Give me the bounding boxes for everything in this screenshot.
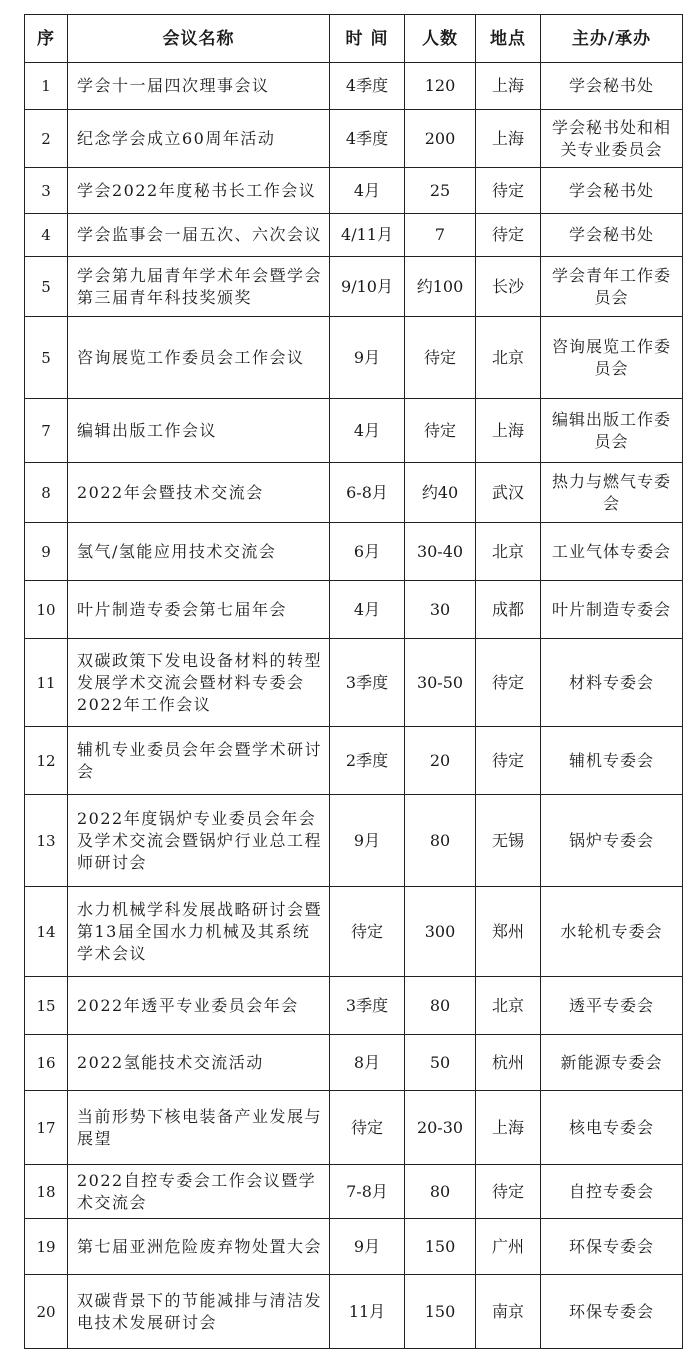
cell-attendees: 30-50 <box>405 639 476 727</box>
cell-place: 成都 <box>476 581 541 639</box>
cell-time: 4月 <box>330 581 405 639</box>
table-row <box>25 639 683 727</box>
table-row <box>25 399 683 463</box>
cell-organizer: 辅机专委会 <box>541 727 683 795</box>
cell-place: 广州 <box>476 1219 541 1275</box>
cell-attendees: 50 <box>405 1035 476 1091</box>
cell-seq: 15 <box>25 977 68 1035</box>
cell-place: 上海 <box>476 63 541 110</box>
cell-meeting-name: 2022年度锅炉专业委员会年会及学术交流会暨锅炉行业总工程师研讨会 <box>68 795 330 887</box>
cell-organizer: 咨询展览工作委员会 <box>541 317 683 399</box>
cell-time: 3季度 <box>330 977 405 1035</box>
cell-time: 7-8月 <box>330 1165 405 1219</box>
cell-attendees: 80 <box>405 1165 476 1219</box>
cell-time: 待定 <box>330 887 405 977</box>
cell-time: 4/11月 <box>330 214 405 257</box>
cell-attendees: 200 <box>405 110 476 168</box>
table-row <box>25 727 683 795</box>
cell-time: 9月 <box>330 795 405 887</box>
cell-time: 6月 <box>330 523 405 581</box>
cell-organizer: 学会秘书处 <box>541 214 683 257</box>
cell-meeting-name: 学会2022年度秘书长工作会议 <box>68 168 330 214</box>
cell-place: 待定 <box>476 1165 541 1219</box>
cell-place: 杭州 <box>476 1035 541 1091</box>
cell-organizer: 学会青年工作委员会 <box>541 257 683 317</box>
cell-attendees: 150 <box>405 1219 476 1275</box>
cell-time: 4季度 <box>330 110 405 168</box>
cell-seq: 5 <box>25 317 68 399</box>
table-row <box>25 1275 683 1349</box>
meeting-plan-table <box>24 14 683 1349</box>
cell-attendees: 待定 <box>405 399 476 463</box>
table-row <box>25 317 683 399</box>
header-organizer: 主办/承办 <box>541 15 683 63</box>
cell-attendees: 30 <box>405 581 476 639</box>
cell-seq: 10 <box>25 581 68 639</box>
cell-meeting-name: 叶片制造专委会第七届年会 <box>68 581 330 639</box>
cell-attendees: 7 <box>405 214 476 257</box>
cell-seq: 11 <box>25 639 68 727</box>
cell-seq: 9 <box>25 523 68 581</box>
table-row <box>25 887 683 977</box>
cell-seq: 20 <box>25 1275 68 1349</box>
cell-place: 上海 <box>476 1091 541 1165</box>
table-row <box>25 214 683 257</box>
table-row <box>25 1091 683 1165</box>
cell-seq: 1 <box>25 63 68 110</box>
cell-place: 无锡 <box>476 795 541 887</box>
header-seq: 序 <box>25 15 68 63</box>
cell-seq: 4 <box>25 214 68 257</box>
cell-time: 4月 <box>330 399 405 463</box>
cell-attendees: 80 <box>405 977 476 1035</box>
cell-attendees: 约40 <box>405 463 476 523</box>
cell-meeting-name: 2022自控专委会工作会议暨学术交流会 <box>68 1165 330 1219</box>
cell-organizer: 环保专委会 <box>541 1275 683 1349</box>
table-row <box>25 168 683 214</box>
cell-meeting-name: 第七届亚洲危险废弃物处置大会 <box>68 1219 330 1275</box>
cell-seq: 3 <box>25 168 68 214</box>
header-time: 时 间 <box>330 15 405 63</box>
cell-seq: 14 <box>25 887 68 977</box>
cell-time: 9月 <box>330 1219 405 1275</box>
cell-seq: 5 <box>25 257 68 317</box>
cell-organizer: 新能源专委会 <box>541 1035 683 1091</box>
cell-place: 上海 <box>476 399 541 463</box>
cell-place: 待定 <box>476 639 541 727</box>
cell-place: 北京 <box>476 523 541 581</box>
cell-attendees: 20-30 <box>405 1091 476 1165</box>
cell-time: 9/10月 <box>330 257 405 317</box>
cell-place: 待定 <box>476 168 541 214</box>
cell-organizer: 编辑出版工作委员会 <box>541 399 683 463</box>
cell-meeting-name: 水力机械学科发展战略研讨会暨第13届全国水力机械及其系统学术会议 <box>68 887 330 977</box>
cell-meeting-name: 2022氢能技术交流活动 <box>68 1035 330 1091</box>
cell-organizer: 核电专委会 <box>541 1091 683 1165</box>
cell-meeting-name: 双碳背景下的节能减排与清洁发电技术发展研讨会 <box>68 1275 330 1349</box>
table-body <box>25 63 683 1349</box>
cell-meeting-name: 咨询展览工作委员会工作会议 <box>68 317 330 399</box>
cell-seq: 7 <box>25 399 68 463</box>
cell-attendees: 120 <box>405 63 476 110</box>
cell-attendees: 80 <box>405 795 476 887</box>
cell-time: 11月 <box>330 1275 405 1349</box>
table-row <box>25 523 683 581</box>
cell-place: 南京 <box>476 1275 541 1349</box>
meeting-plan-table-container <box>24 14 682 1349</box>
cell-meeting-name: 当前形势下核电装备产业发展与展望 <box>68 1091 330 1165</box>
cell-attendees: 约100 <box>405 257 476 317</box>
cell-place: 待定 <box>476 214 541 257</box>
table-row <box>25 1219 683 1275</box>
cell-place: 待定 <box>476 727 541 795</box>
table-row <box>25 1165 683 1219</box>
table-row <box>25 977 683 1035</box>
cell-organizer: 学会秘书处和相关专业委员会 <box>541 110 683 168</box>
cell-organizer: 水轮机专委会 <box>541 887 683 977</box>
cell-place: 武汉 <box>476 463 541 523</box>
cell-meeting-name: 辅机专业委员会年会暨学术研讨会 <box>68 727 330 795</box>
cell-meeting-name: 氢气/氢能应用技术交流会 <box>68 523 330 581</box>
table-row <box>25 63 683 110</box>
cell-organizer: 热力与燃气专委会 <box>541 463 683 523</box>
cell-organizer: 透平专委会 <box>541 977 683 1035</box>
cell-attendees: 待定 <box>405 317 476 399</box>
cell-place: 北京 <box>476 977 541 1035</box>
cell-meeting-name: 2022年透平专业委员会年会 <box>68 977 330 1035</box>
cell-organizer: 材料专委会 <box>541 639 683 727</box>
cell-meeting-name: 学会第九届青年学术年会暨学会第三届青年科技奖颁奖 <box>68 257 330 317</box>
cell-meeting-name: 2022年会暨技术交流会 <box>68 463 330 523</box>
cell-meeting-name: 学会十一届四次理事会议 <box>68 63 330 110</box>
header-count: 人数 <box>405 15 476 63</box>
table-row <box>25 463 683 523</box>
cell-meeting-name: 双碳政策下发电设备材料的转型发展学术交流会暨材料专委会2022年工作会议 <box>68 639 330 727</box>
cell-time: 3季度 <box>330 639 405 727</box>
cell-seq: 17 <box>25 1091 68 1165</box>
cell-seq: 2 <box>25 110 68 168</box>
cell-attendees: 25 <box>405 168 476 214</box>
cell-organizer: 学会秘书处 <box>541 168 683 214</box>
cell-place: 郑州 <box>476 887 541 977</box>
cell-time: 6-8月 <box>330 463 405 523</box>
cell-organizer: 自控专委会 <box>541 1165 683 1219</box>
cell-attendees: 150 <box>405 1275 476 1349</box>
cell-attendees: 30-40 <box>405 523 476 581</box>
cell-meeting-name: 纪念学会成立60周年活动 <box>68 110 330 168</box>
cell-time: 2季度 <box>330 727 405 795</box>
cell-place: 长沙 <box>476 257 541 317</box>
cell-time: 9月 <box>330 317 405 399</box>
table-row <box>25 795 683 887</box>
cell-place: 上海 <box>476 110 541 168</box>
header-row <box>25 15 683 63</box>
table-row <box>25 1035 683 1091</box>
cell-attendees: 20 <box>405 727 476 795</box>
cell-time: 8月 <box>330 1035 405 1091</box>
table-row <box>25 110 683 168</box>
cell-seq: 19 <box>25 1219 68 1275</box>
cell-time: 4月 <box>330 168 405 214</box>
cell-organizer: 叶片制造专委会 <box>541 581 683 639</box>
table-row <box>25 257 683 317</box>
cell-seq: 13 <box>25 795 68 887</box>
cell-place: 北京 <box>476 317 541 399</box>
header-place: 地点 <box>476 15 541 63</box>
cell-organizer: 环保专委会 <box>541 1219 683 1275</box>
table-row <box>25 581 683 639</box>
cell-attendees: 300 <box>405 887 476 977</box>
cell-meeting-name: 编辑出版工作会议 <box>68 399 330 463</box>
cell-time: 待定 <box>330 1091 405 1165</box>
cell-seq: 16 <box>25 1035 68 1091</box>
cell-seq: 8 <box>25 463 68 523</box>
cell-time: 4季度 <box>330 63 405 110</box>
cell-organizer: 锅炉专委会 <box>541 795 683 887</box>
cell-seq: 12 <box>25 727 68 795</box>
cell-organizer: 学会秘书处 <box>541 63 683 110</box>
cell-organizer: 工业气体专委会 <box>541 523 683 581</box>
cell-seq: 18 <box>25 1165 68 1219</box>
header-name: 会议名称 <box>68 15 330 63</box>
cell-meeting-name: 学会监事会一届五次、六次会议 <box>68 214 330 257</box>
